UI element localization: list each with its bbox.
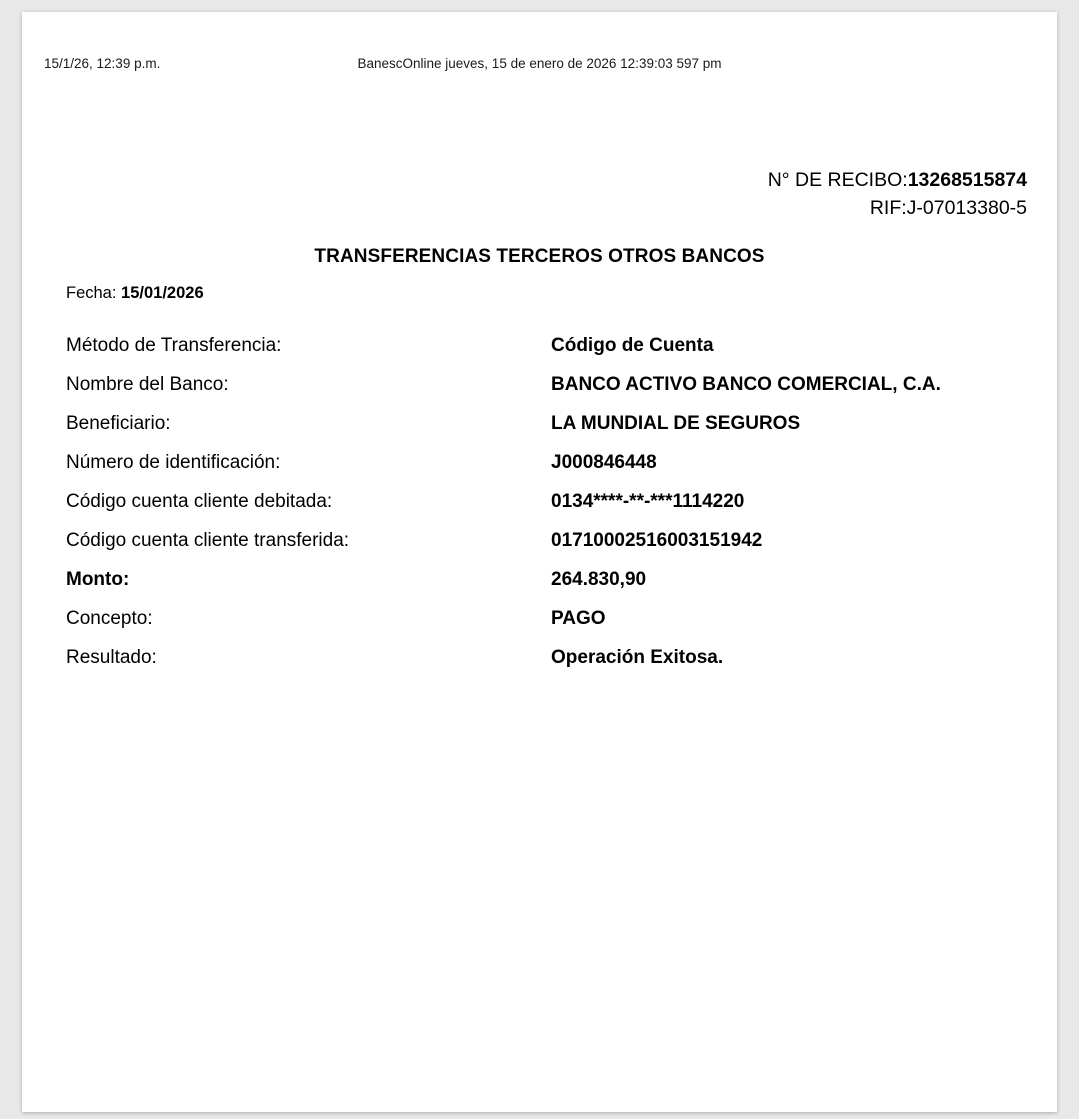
receipt-date-label: Fecha: — [66, 284, 117, 302]
receipt-number-label: N° DE RECIBO: — [767, 169, 908, 191]
field-row — [66, 530, 1006, 569]
field-value: BANCO ACTIVO BANCO COMERCIAL, C.A. — [551, 374, 941, 395]
field-label: Concepto: — [66, 608, 153, 629]
field-row — [66, 335, 1006, 374]
print-header-timestamp: 15/1/26, 12:39 p.m. — [44, 56, 161, 71]
field-row — [66, 452, 1006, 491]
print-header-title: BanescOnline jueves, 15 de enero de 2026 12:39:03 597 pm — [357, 56, 722, 71]
rif-line: RIF:J-07013380-5 — [869, 196, 1027, 219]
field-row-monto — [66, 569, 1006, 608]
field-label: Número de identificación: — [66, 452, 281, 473]
field-value: 01710002516003151942 — [551, 530, 763, 551]
field-row-resultado — [66, 647, 1006, 686]
field-value: 0134****-**-***1114220 — [551, 491, 745, 512]
field-value: Código de Cuenta — [551, 335, 714, 356]
field-value: PAGO — [551, 608, 606, 629]
receipt-fields — [66, 335, 1006, 686]
receipt-number-line — [768, 167, 1027, 195]
field-label: Nombre del Banco: — [66, 374, 229, 395]
field-value: Operación Exitosa. — [551, 647, 724, 668]
document-page — [22, 12, 1057, 1112]
field-value: LA MUNDIAL DE SEGUROS — [551, 413, 801, 434]
field-row — [66, 374, 1006, 413]
receipt-date — [66, 284, 204, 303]
document-title: TRANSFERENCIAS TERCEROS OTROS BANCOS — [314, 246, 765, 267]
receipt-date-value: 15/01/2026 — [121, 284, 204, 302]
field-row — [66, 608, 1006, 647]
field-row — [66, 491, 1006, 530]
field-value: 264.830,90 — [551, 569, 647, 590]
field-label: Método de Transferencia: — [66, 335, 282, 356]
receipt-number-value: 13268515874 — [907, 169, 1027, 191]
field-label: Resultado: — [66, 647, 157, 668]
field-row — [66, 413, 1006, 452]
receipt-number-block — [768, 167, 1027, 222]
print-header — [22, 56, 1057, 74]
field-label: Código cuenta cliente debitada: — [66, 491, 333, 512]
field-label: Beneficiario: — [66, 413, 171, 434]
field-label: Monto: — [66, 569, 130, 590]
field-value: J000846448 — [551, 452, 657, 473]
field-label: Código cuenta cliente transferida: — [66, 530, 350, 551]
